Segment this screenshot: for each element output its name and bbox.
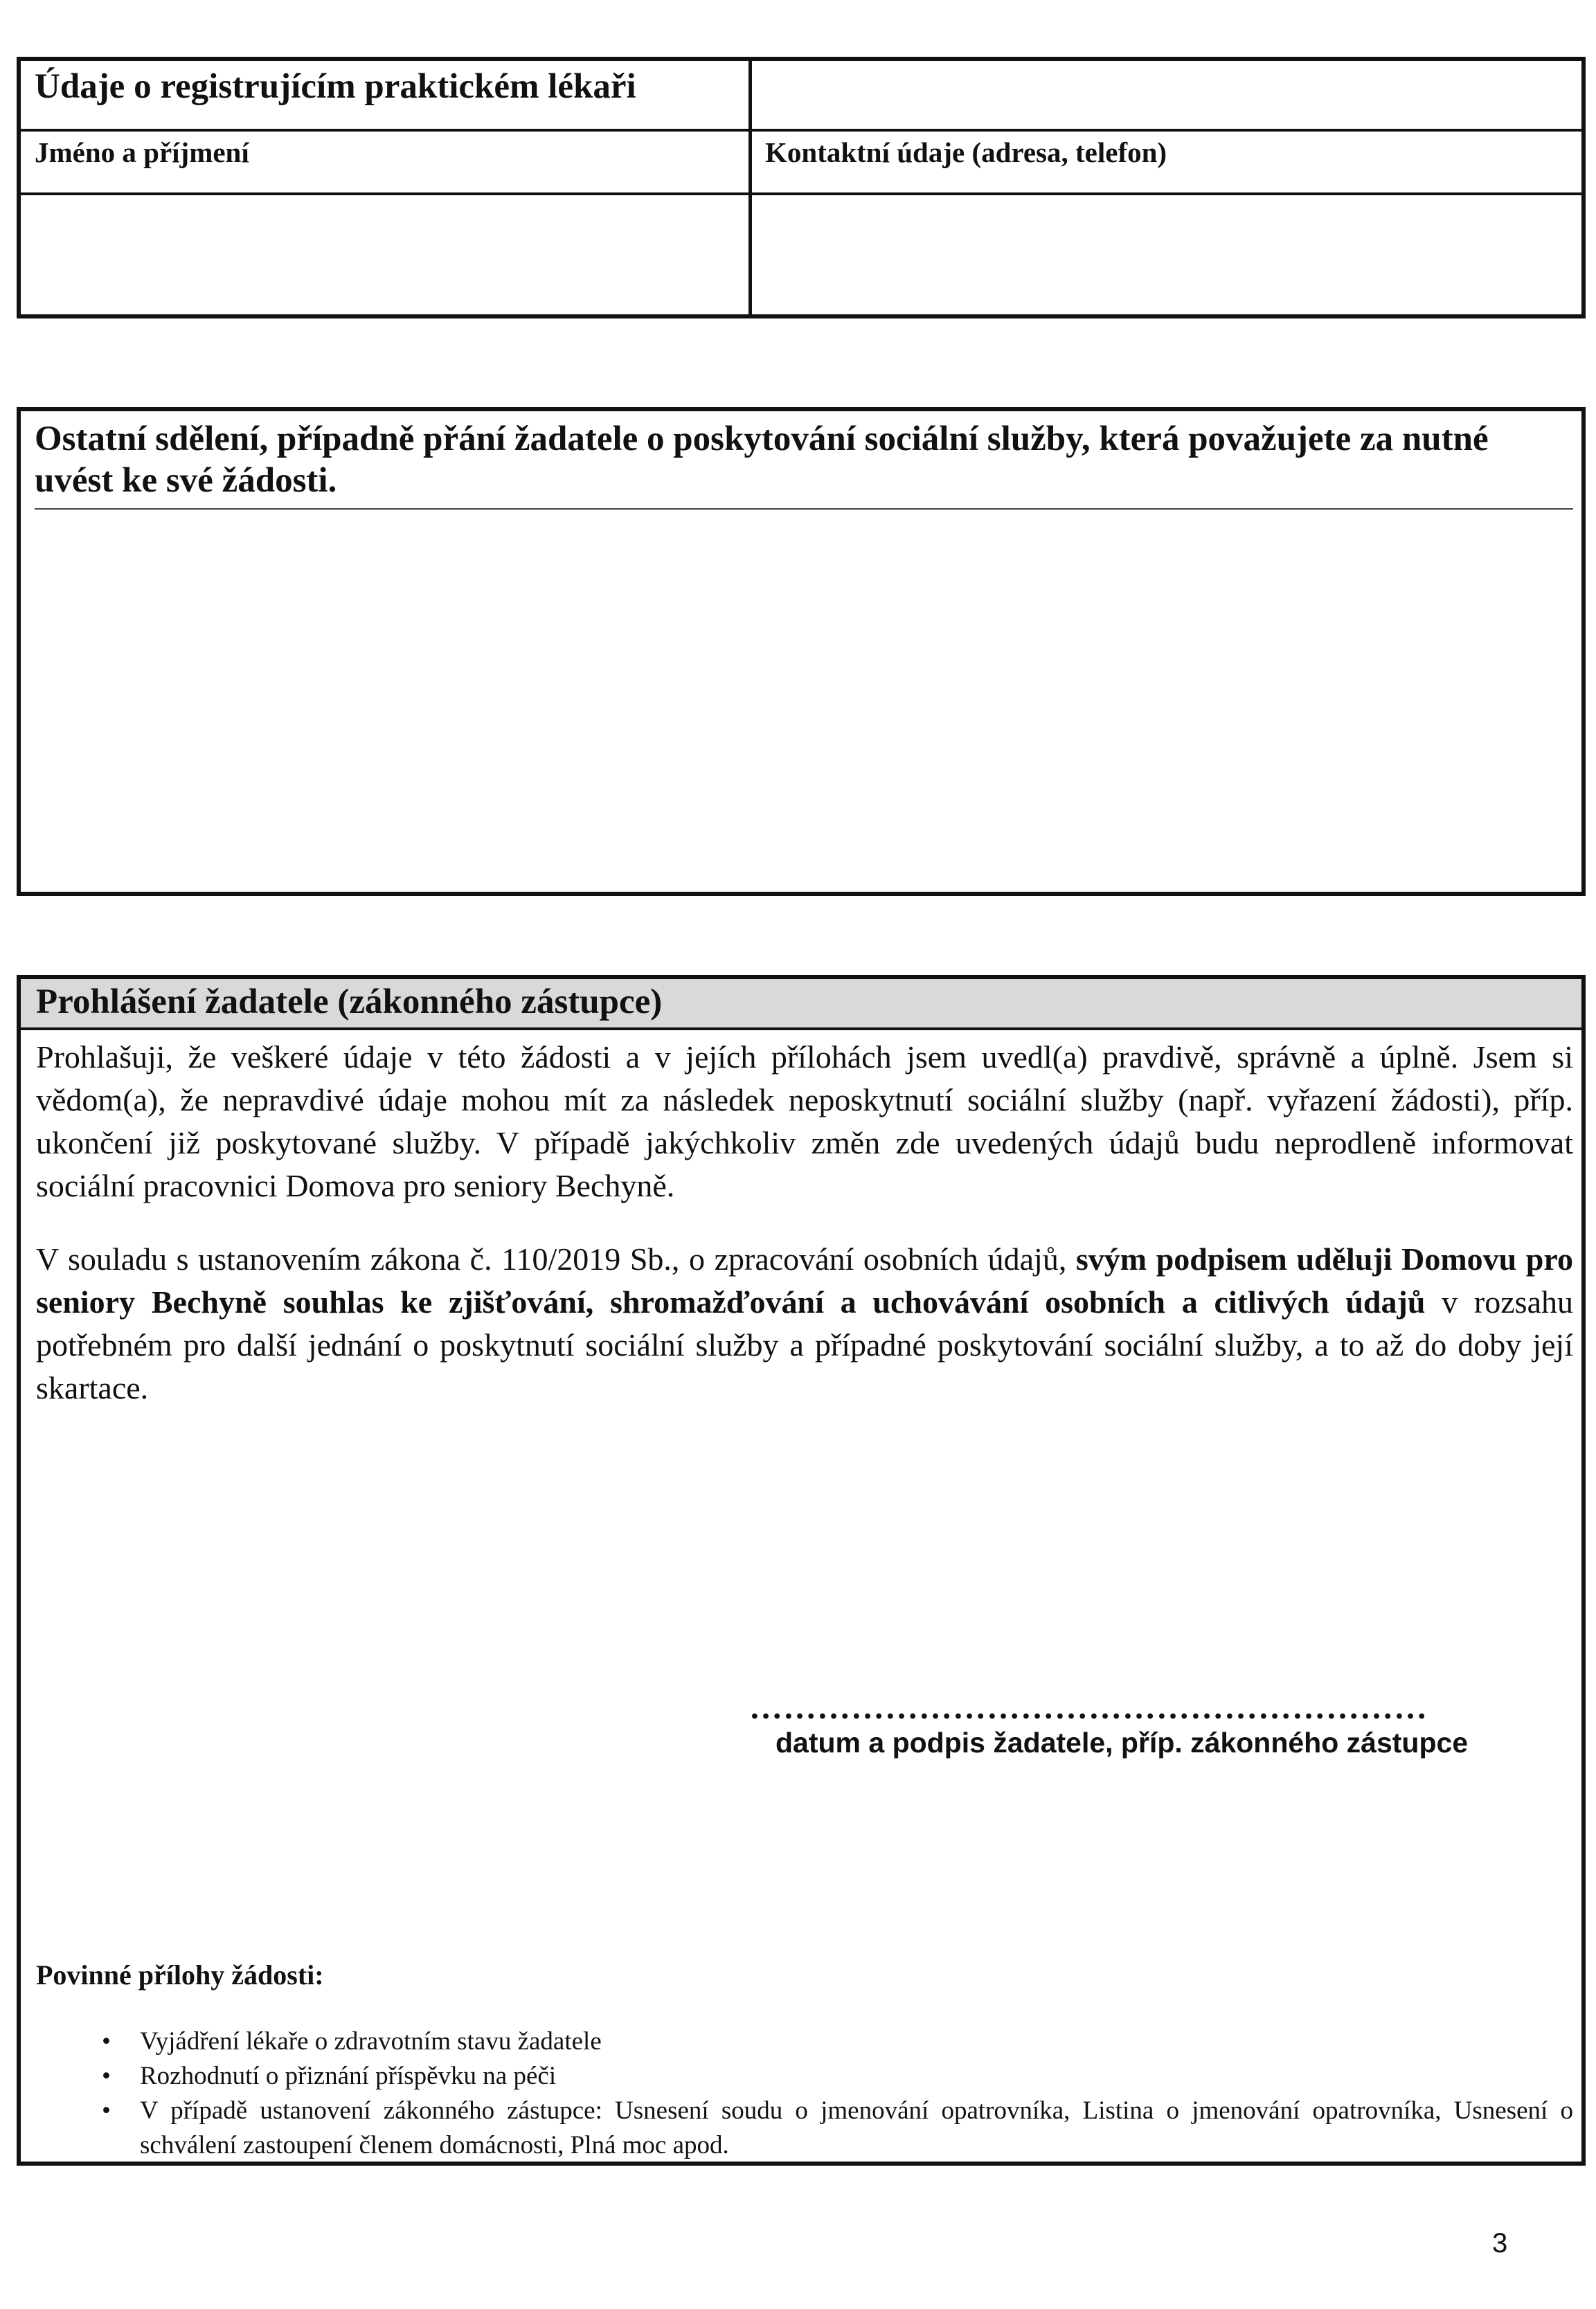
attachments-list: [36, 2024, 1573, 2163]
row-divider: [21, 129, 1581, 132]
consent-text-bold: svým podpisem uděluji Domovu pro seniory Bechyně souhlas ke zjišťování, shromažďování a uchovávání osobních a citlivých údajů: [36, 1241, 1573, 1320]
page-number: 3: [1492, 2228, 1508, 2258]
name-column-header: Jméno a příjmení: [35, 136, 249, 168]
physician-contact-field[interactable]: [752, 195, 1581, 314]
notes-field[interactable]: [21, 512, 1581, 889]
consent-text-end: v rozsahu potřebném pro další jednání o poskytnutí sociální služby a případné poskytování sociální služby, a to až do doby její skartace.: [36, 1284, 1573, 1405]
attachments-title: Povinné přílohy žádosti:: [36, 1959, 324, 1991]
declaration-header: [21, 979, 1581, 1030]
notes-title: Ostatní sdělení, případně přání žadatele o poskytování sociální služby, která považujete za nutné uvést ke své žádosti.: [35, 420, 1489, 500]
declaration-box: [17, 975, 1586, 2166]
contact-column-header: Kontaktní údaje (adresa, telefon): [765, 136, 1167, 168]
declaration-paragraph: Prohlašuji, že veškeré údaje v této žádosti a v jejích přílohách jsem uvedl(a) pravdivě, správně a úplně. Jsem si vědom(a), že nepravdivé údaje mohou mít za následek neposkytnutí sociální služby (např. vyřazení žádosti), příp. ukončení již poskytované služby. V případě jakýchkoliv změn zde uvedených údajů budu neprodleně informovat sociální pracovnici Domova pro seniory Bechyně.: [36, 1039, 1573, 1203]
list-item: [36, 2024, 1573, 2059]
signature-label: datum a podpis žadatele, příp. zákonného zástupce: [775, 1727, 1469, 1759]
notes-box: [17, 407, 1586, 896]
bullet-icon: •: [102, 2096, 111, 2125]
signature-line[interactable]: ……………………………………………………: [749, 1689, 1428, 1726]
consent-paragraph: [36, 1238, 1573, 1410]
list-item: [36, 2059, 1573, 2094]
notes-divider: [35, 508, 1573, 510]
bullet-icon: •: [102, 2027, 111, 2056]
bullet-icon: •: [102, 2062, 111, 2090]
physician-name-field[interactable]: [21, 195, 748, 314]
attachment-text: Vyjádření lékaře o zdravotním stavu žadatele: [140, 2027, 602, 2056]
physician-table: [17, 57, 1586, 318]
list-item: [36, 2094, 1573, 2163]
attachment-text: Rozhodnutí o přiznání příspěvku na péči: [140, 2062, 557, 2090]
consent-text-start: V souladu s ustanovením zákona č. 110/2019 Sb., o zpracování osobních údajů,: [36, 1241, 1076, 1277]
declaration-title: Prohlášení žadatele (zákonného zástupce): [36, 982, 663, 1021]
attachment-text: V případě ustanovení zákonného zástupce: Usnesení soudu o jmenování opatrovníka, Listina o jmenování opatrovníka, Usnesení o schválení zastoupení členem domácnosti, Plná moc apod.: [140, 2096, 1573, 2159]
physician-section-title: Údaje o registrujícím praktickém lékaři: [35, 67, 636, 106]
